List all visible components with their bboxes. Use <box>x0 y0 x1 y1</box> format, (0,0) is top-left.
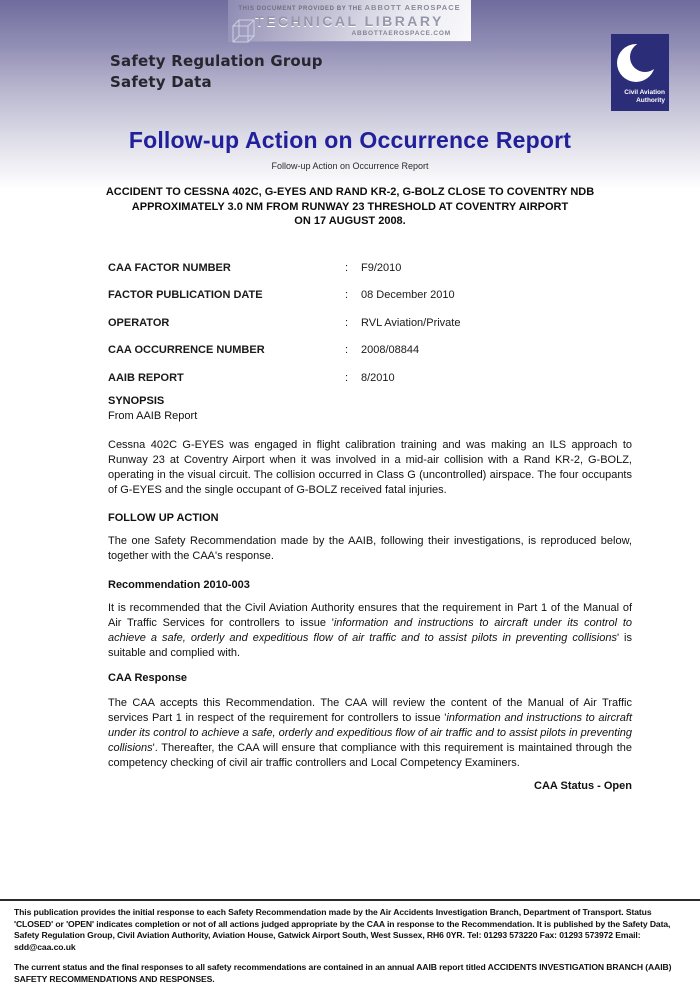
field-label: OPERATOR <box>108 316 170 329</box>
report-fields <box>108 261 632 386</box>
publication-footer <box>0 899 700 985</box>
recommendation-body-quote: information and instructions to aircraft under its control to achieve a safe, orderly and expeditious flow of air traffic and to assist pilots in preventing collisions <box>108 616 632 644</box>
page-title: Follow-up Action on Occurrence Report <box>128 127 572 153</box>
group-line-2: Safety Data <box>110 73 212 91</box>
caa-response-body-quote: information and instructions to aircraft under its control to achieve a safe, orderly and expeditious flow of air traffic and to assist pilots in preventing collisions <box>108 711 633 754</box>
field-separator: : <box>345 316 349 329</box>
caa-status-badge: CAA Status - Open <box>534 779 632 792</box>
field-factor-publication-date <box>108 288 632 303</box>
recommendation-heading: Recommendation 2010-003 <box>108 578 250 591</box>
caa-response-body-prefix: The CAA accepts this Recommendation. The CAA will review the content of the Manual of Air Traffic services Part 1 in respect of the requirement for controllers to issue ' <box>108 696 632 724</box>
page-subtitle: Follow-up Action on Occurrence Report <box>271 161 429 171</box>
field-value: 2008/08844 <box>361 344 420 356</box>
follow-up-body: The one Safety Recommendation made by the AAIB, following their investigations, is reproduced below, together with the CAA's response. <box>108 534 632 562</box>
banner-website: ABBOTTAEROSPACE.COM <box>351 30 451 37</box>
field-separator: : <box>345 344 349 356</box>
caa-response-body <box>108 696 632 771</box>
field-value: F9/2010 <box>361 261 402 274</box>
accident-heading-line3: ON 17 AUGUST 2008. <box>294 215 406 227</box>
field-value: RVL Aviation/Private <box>361 316 461 329</box>
field-separator: : <box>345 289 349 301</box>
recommendation-body-suffix: ' is suitable and complied with. <box>108 631 632 659</box>
synopsis-subheading: From AAIB Report <box>108 409 198 422</box>
banner-provider-name: ABBOTT AEROSPACE <box>364 3 461 12</box>
field-label: CAA OCCURRENCE NUMBER <box>108 344 265 356</box>
accident-heading-line1: ACCIDENT TO CESSNA 402C, G-EYES AND RAND KR-2, G-BOLZ CLOSE TO COVENTRY NDB <box>105 186 595 198</box>
recommendation-body-prefix: It is recommended that the Civil Aviation Authority ensures that the requirement in Part 1 of the Manual of Air Traffic Services for controllers to issue ' <box>108 601 632 629</box>
field-value: 8/2010 <box>361 371 395 384</box>
caa-logo-line2: Authority <box>636 97 665 104</box>
footer-paragraph-2: The current status and the final responses to all safety recommendations are contained in an annual AAIB report titled ACCIDENTS INVESTIGATION BRANCH (AAIB) SAFETY RECOMMENDATIONS AND RESPONSES. <box>14 962 672 984</box>
field-operator <box>108 316 632 331</box>
field-separator: : <box>345 371 349 384</box>
follow-up-heading: FOLLOW UP ACTION <box>108 511 219 524</box>
recommendation-body <box>108 601 632 661</box>
synopsis-section <box>108 394 632 794</box>
field-aaib-report <box>108 371 632 386</box>
accident-heading-line2: APPROXIMATELY 3.0 NM FROM RUNWAY 23 THRESHOLD AT COVENTRY AIRPORT <box>131 200 569 213</box>
field-label: AAIB REPORT <box>108 371 184 384</box>
synopsis-body: Cessna 402C G-EYES was engaged in flight calibration training and was making an ILS approach to Runway 23 at Coventry Airport when it was involved in a mid-air collision with a Rand KR-2, G-BOLZ, operating in the visual circuit. The collision occurred in Class G (uncontrolled) airspace. The four occupants of G-EYES and the single occupant of G-BOLZ received fatal injuries. <box>108 438 632 496</box>
field-separator: : <box>345 261 349 274</box>
field-caa-occurrence-number <box>108 343 632 358</box>
banner-provided-by-text: THIS DOCUMENT PROVIDED BY THE <box>238 6 363 12</box>
field-caa-factor-number <box>108 261 632 276</box>
field-value: 08 December 2010 <box>361 289 455 301</box>
banner-library-title: TECHNICAL LIBRARY <box>255 13 444 29</box>
accident-heading <box>0 185 700 229</box>
footer-paragraph-1: This publication provides the initial response to each Safety Recommendation made by the Air Accidents Investigation Branch, Department of Transport. Status 'CLOSED' or 'OPEN' indicates completion or not of all actions judged appropriate by the CAA in response to the Recommendation. It is published by the Safety Data, Safety Regulation Group, Civil Aviation Authority, Aviation House, Gatwick Airport South, West Sussex, RH6 0YR. Tel: 01293 573220 Fax: 01293 573972 Email: sdd@caa.co.uk <box>14 907 671 952</box>
synopsis-heading: SYNOPSIS <box>108 394 165 407</box>
caa-logo-line1: Civil Aviation <box>624 89 665 96</box>
caa-response-heading: CAA Response <box>108 671 188 684</box>
field-label: CAA FACTOR NUMBER <box>108 261 231 274</box>
group-line-1: Safety Regulation Group <box>110 52 323 70</box>
field-label: FACTOR PUBLICATION DATE <box>108 289 263 301</box>
caa-response-body-suffix: '. Thereafter, the CAA will ensure that compliance with this requirement is maintained through the competency checking of civil air traffic controllers and Local Competency Examiners. <box>108 741 632 769</box>
